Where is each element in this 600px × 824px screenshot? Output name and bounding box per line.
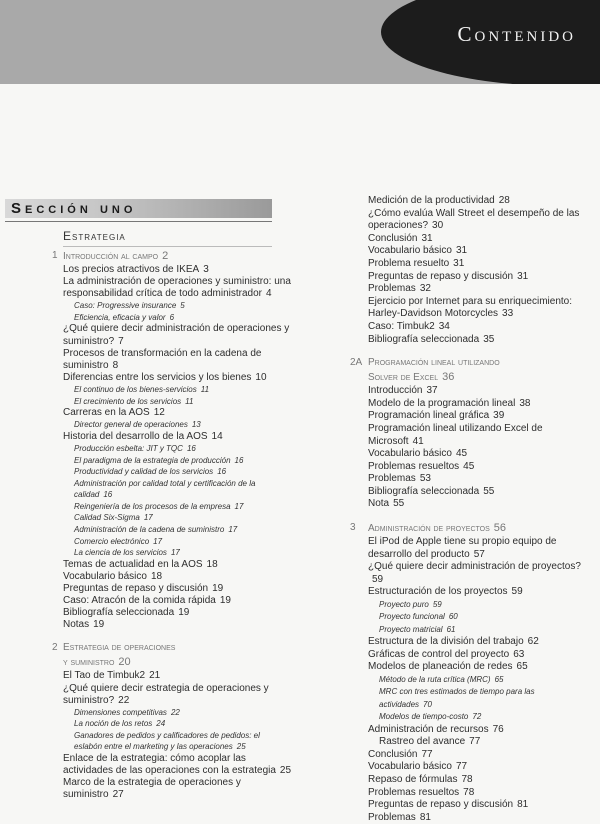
toc-subentry[interactable] [52, 512, 297, 524]
entry-page-number: 11 [200, 384, 210, 394]
entry-text: ¿Qué quiere decir administración de proyectos? [368, 561, 581, 573]
chapter-page-number: 2 [162, 250, 169, 262]
chapter-page-number: 20 [118, 656, 131, 669]
entry-page-number: 62 [527, 636, 539, 648]
chapter-title: Introducción al campo [63, 251, 159, 262]
entry-page-number: 41 [412, 435, 424, 447]
entry-text: Proyecto funcional [379, 612, 445, 622]
entry-text: Programación lineal utilizando Excel de [368, 422, 543, 434]
toc-entry[interactable] [350, 498, 595, 511]
entry-text: Problema resuelto [368, 257, 450, 269]
entry-text: Proyecto matricial [379, 624, 443, 634]
entry-page-number: 13 [191, 420, 201, 430]
entry-text: Modelo de la programación lineal [368, 397, 516, 409]
entry-text: Problemas [368, 473, 416, 485]
toc-entry[interactable] [52, 323, 297, 335]
entry-text: Historia del desarrollo de la AOS [63, 430, 208, 442]
entry-page-number: 37 [426, 385, 438, 397]
entry-text: Modelos de tiempo-costo [379, 712, 469, 722]
toc-entry[interactable] [350, 661, 595, 674]
toc-entry[interactable] [52, 360, 297, 372]
entry-page-number: 17 [143, 513, 153, 523]
toc-subentry[interactable] [52, 455, 297, 467]
toc-subentry[interactable] [52, 536, 297, 548]
toc-entry[interactable] [350, 549, 595, 562]
toc-entry[interactable] [350, 271, 595, 284]
entry-page-number: 76 [492, 723, 504, 735]
entry-page-number: 28 [498, 195, 510, 206]
toc-entry[interactable] [350, 195, 595, 208]
entry-page-number: 21 [149, 670, 161, 682]
section-banner [5, 199, 272, 218]
entry-text: Administración de la cadena de suministro [74, 525, 225, 535]
entry-text: Dimensiones competitivas [74, 707, 167, 717]
entry-text: Ganadores de pedidos y calificadores de pedidos: el [74, 730, 260, 740]
entry-text: Preguntas de repaso y discusión [63, 583, 209, 595]
entry-page-number: 22 [170, 707, 180, 717]
entry-page-number: 81 [517, 799, 529, 811]
toc-entry[interactable] [350, 448, 595, 461]
entry-page-number: 12 [153, 407, 165, 419]
entry-text: Microsoft [368, 435, 409, 447]
toc-subentry[interactable] [52, 707, 297, 719]
entry-text: Bibliografía seleccionada [368, 485, 480, 497]
entry-text: Procesos de transformación en la cadena de [63, 347, 262, 359]
toc-subentry[interactable] [350, 611, 595, 623]
entry-text: Temas de actualidad en la AOS [63, 558, 203, 570]
toc-entry[interactable] [52, 595, 297, 607]
entry-page-number: 19 [178, 607, 190, 619]
entry-text: Modelos de planeación de redes [368, 661, 513, 673]
entry-text: Introducción [368, 385, 423, 397]
entry-page-number: 3 [203, 264, 209, 275]
entry-text: El paradigma de la estrategia de producción [74, 455, 231, 465]
entry-text: Harley-Davidson Motorcycles [368, 308, 499, 320]
entry-page-number: 33 [502, 308, 514, 320]
entry-page-number: 31 [453, 257, 465, 269]
entry-page-number: 19 [93, 619, 105, 631]
toc-entry[interactable] [52, 372, 297, 384]
entry-text: Conclusión [368, 748, 418, 760]
toc-subentry[interactable] [52, 396, 297, 408]
entry-page-number: 59 [511, 586, 523, 598]
toc-entry[interactable] [52, 431, 297, 443]
entry-text: Bibliografía seleccionada [368, 333, 480, 345]
toc-subentry[interactable] [350, 599, 595, 611]
toc-subentry[interactable] [350, 711, 595, 723]
toc-entry[interactable] [350, 233, 595, 246]
entry-text: Conclusión [368, 232, 418, 244]
toc-subentry[interactable] [52, 524, 297, 536]
toc-entry[interactable] [350, 749, 595, 762]
entry-text: suministro? [63, 694, 115, 706]
entry-page-number: 6 [169, 312, 175, 322]
toc-entry[interactable] [350, 423, 595, 436]
toc-chapter-heading[interactable] [350, 521, 595, 536]
entry-text: Caso: Timbuk2 [368, 320, 435, 332]
toc-entry[interactable] [350, 220, 595, 233]
entry-text: operaciones? [368, 220, 429, 232]
toc-entry[interactable] [350, 736, 595, 749]
entry-page-number: 61 [446, 624, 456, 634]
entry-page-number: 24 [156, 719, 166, 729]
entry-page-number: 11 [185, 396, 194, 406]
toc-entry[interactable] [52, 571, 297, 583]
entry-page-number: 70 [423, 699, 432, 709]
entry-page-number: 78 [461, 774, 473, 786]
entry-page-number: 81 [419, 811, 431, 823]
entry-page-number: 31 [421, 232, 433, 244]
toc-entry[interactable] [350, 536, 595, 549]
toc-entry[interactable] [350, 385, 595, 398]
toc-entry[interactable] [52, 619, 297, 631]
entry-text: Nota [368, 498, 390, 510]
toc-subentry[interactable] [52, 384, 297, 396]
toc-subentry[interactable] [52, 489, 297, 501]
entry-page-number: 18 [150, 570, 163, 582]
toc-entry[interactable] [52, 559, 297, 571]
toc-entry[interactable] [52, 765, 297, 777]
entry-text: Comercio electrónico [74, 536, 150, 546]
entry-text: ¿Qué quiere decir administración de operaciones y [63, 323, 290, 335]
entry-text: Vocabulario básico [368, 448, 452, 460]
chapter-number: 2 [52, 642, 58, 654]
entry-text: Problemas resueltos [368, 460, 460, 472]
toc-chapter-heading[interactable] [52, 641, 297, 670]
entry-text: actividades [379, 699, 420, 709]
entry-text: calidad [74, 490, 100, 500]
toc-entry[interactable] [350, 245, 595, 258]
entry-text: Diferencias entre los servicios y los bienes [63, 371, 252, 383]
toc-entry[interactable] [350, 308, 595, 321]
entry-text: El continuo de los bienes-servicios [74, 384, 197, 394]
chapter-number: 3 [350, 522, 356, 534]
entry-text: Marco de la estrategia de operaciones y [63, 777, 241, 789]
entry-page-number: 16 [186, 443, 196, 453]
toc-entry[interactable] [52, 336, 297, 348]
toc-entry[interactable] [52, 789, 297, 801]
toc-subentry[interactable] [52, 466, 297, 478]
toc-subentry[interactable] [52, 312, 297, 324]
entry-text: El iPod de Apple tiene su propio equipo de [368, 536, 557, 548]
entry-page-number: 34 [438, 320, 450, 332]
toc-subentry[interactable] [350, 699, 595, 711]
entry-text: eslabón entre el marketing y las operaciones [74, 742, 233, 752]
toc-subentry[interactable] [52, 547, 297, 559]
toc-entry[interactable] [350, 283, 595, 296]
entry-page-number: 16 [217, 467, 227, 477]
entry-text: Preguntas de repaso y discusión [368, 270, 514, 282]
entry-text: Gráficas de control del proyecto [368, 648, 510, 660]
chapter-title: Estrategia de operaciones [63, 642, 176, 654]
chapter-title-continued: Solver de Excel [368, 372, 439, 384]
entry-text: El crecimiento de los servicios [74, 396, 182, 406]
toc-entry[interactable] [350, 321, 595, 334]
entry-page-number: 4 [266, 288, 272, 300]
toc-entry[interactable] [350, 410, 595, 423]
entry-text: desarrollo del producto [368, 548, 470, 560]
entry-text: Productividad y calidad de los servicios [74, 467, 214, 477]
entry-text: Director general de operaciones [74, 420, 188, 430]
toc-entry[interactable] [350, 398, 595, 411]
toc-subentry[interactable] [52, 718, 297, 730]
toc-entry[interactable] [350, 774, 595, 787]
entry-page-number: 16 [103, 490, 113, 500]
toc-entry[interactable] [52, 607, 297, 619]
entry-text: Eficiencia, eficacia y valor [74, 312, 166, 322]
toc-entry[interactable] [52, 695, 297, 707]
toc-subentry[interactable] [52, 501, 297, 513]
chapter-title: Programación lineal utilizando [368, 357, 500, 369]
toc-subentry[interactable] [52, 443, 297, 455]
entry-text: El Tao de Timbuk2 [63, 670, 146, 682]
toc-chapter-heading[interactable] [350, 356, 595, 385]
entry-text: La administración de operaciones y suministro: una [63, 276, 291, 288]
entry-text: Caso: Progressive insurance [74, 301, 177, 311]
entry-text: Proyecto puro [379, 600, 429, 610]
chapter-page-number: 56 [493, 522, 507, 535]
toc-entry[interactable] [350, 208, 595, 221]
entry-page-number: 22 [118, 694, 130, 706]
entry-text: Ejercicio por Internet para su enriquecimiento: [368, 295, 572, 307]
entry-text: Los precios atractivos de IKEA [63, 264, 200, 275]
entry-page-number: 5 [180, 301, 185, 311]
entry-page-number: 14 [211, 430, 223, 442]
toc-entry[interactable] [350, 258, 595, 271]
entry-page-number: 45 [455, 448, 468, 460]
toc-entry[interactable] [52, 407, 297, 419]
entry-text: ¿Cómo evalúa Wall Street el desempeño de las [368, 207, 580, 219]
entry-page-number: 19 [212, 583, 224, 595]
toc-entry[interactable] [350, 724, 595, 737]
toc-entry[interactable] [350, 761, 595, 774]
toc-entry[interactable] [350, 436, 595, 449]
toc-subentry[interactable] [350, 686, 595, 698]
entry-text: Estructura de la división del trabajo [368, 636, 524, 648]
entry-page-number: 65 [516, 661, 528, 673]
toc-right-column [350, 195, 595, 824]
entry-text: MRC con tres estimados de tiempo para las [379, 687, 535, 697]
toc-entry[interactable] [350, 486, 595, 499]
section-title: Sección uno [11, 200, 137, 217]
entry-text: suministro [63, 789, 109, 801]
entry-text: Repaso de fórmulas [368, 774, 458, 786]
toc-entry[interactable] [52, 777, 297, 789]
entry-page-number: 78 [463, 786, 475, 798]
entry-page-number: 18 [206, 558, 218, 570]
part-title: Estrategia [63, 229, 126, 243]
entry-text: Carreras en la AOS [63, 407, 150, 419]
entry-page-number: 77 [469, 736, 481, 748]
toc-entry[interactable] [52, 264, 297, 276]
entry-page-number: 65 [494, 675, 504, 685]
entry-text: Vocabulario básico [63, 570, 147, 582]
entry-page-number: 45 [463, 460, 475, 472]
entry-page-number: 31 [455, 245, 468, 257]
entry-text: Programación lineal gráfica [368, 410, 490, 422]
entry-text: Administración de recursos [368, 723, 489, 735]
entry-page-number: 60 [448, 612, 458, 622]
entry-text: Calidad Six-Sigma [74, 513, 140, 523]
entry-page-number: 8 [112, 359, 119, 371]
entry-text: Vocabulario básico [368, 245, 452, 257]
toc-entry[interactable] [350, 296, 595, 309]
entry-text: Problemas [368, 283, 416, 295]
entry-page-number: 38 [519, 397, 531, 409]
entry-page-number: 17 [234, 501, 244, 511]
entry-page-number: 17 [170, 548, 180, 558]
toc-entry[interactable] [350, 473, 595, 486]
entry-page-number: 53 [419, 473, 431, 485]
toc-subentry[interactable] [52, 730, 297, 742]
toc-entry[interactable] [52, 583, 297, 595]
toc-subentry[interactable] [52, 741, 297, 753]
toc-subentry[interactable] [52, 300, 297, 312]
entry-text: Problemas resueltos [368, 786, 460, 798]
entry-page-number: 30 [432, 220, 444, 232]
toc-entry[interactable] [52, 276, 297, 288]
toc-entry[interactable] [52, 288, 297, 300]
entry-text: Preguntas de repaso y discusión [368, 799, 514, 811]
entry-page-number: 7 [118, 335, 124, 347]
toc-entry[interactable] [350, 334, 595, 347]
entry-text: La noción de los retos [74, 719, 153, 729]
chapter-page-number: 36 [442, 371, 455, 384]
chapter-number: 2A [350, 357, 363, 369]
entry-text: Producción esbelta: JIT y TQC [74, 443, 183, 453]
page-title: Contenido [457, 22, 576, 46]
entry-text: Caso: Atracón de la comida rápida [63, 595, 216, 607]
chapter-title-continued: y suministro [63, 657, 115, 669]
toc-entry[interactable] [350, 461, 595, 474]
entry-text: Problemas [368, 811, 416, 823]
entry-text: suministro? [63, 335, 115, 347]
entry-text: ¿Qué quiere decir estrategia de operaciones y [63, 682, 269, 694]
toc-subentry[interactable] [350, 674, 595, 686]
chapter-number: 1 [52, 250, 58, 261]
entry-page-number: 17 [228, 525, 238, 535]
entry-page-number: 17 [153, 536, 163, 546]
entry-text: suministro [63, 359, 109, 371]
entry-page-number: 57 [473, 548, 485, 560]
entry-text: Método de la ruta crítica (MRC) [379, 675, 491, 685]
entry-page-number: 16 [234, 455, 244, 465]
entry-page-number: 59 [432, 600, 442, 610]
toc-entry[interactable] [52, 670, 297, 682]
entry-text: Reingeniería de los procesos de la empresa [74, 501, 231, 511]
entry-page-number: 72 [472, 712, 482, 722]
toc-subentry[interactable] [350, 624, 595, 636]
toc-entry[interactable] [350, 787, 595, 800]
chapter-title: Administración de proyectos [368, 523, 490, 535]
toc-entry[interactable] [350, 812, 595, 824]
toc-entry[interactable] [52, 683, 297, 695]
entry-text: Bibliografía seleccionada [63, 607, 175, 619]
entry-text: La ciencia de los servicios [74, 548, 167, 558]
entry-page-number: 55 [393, 498, 405, 510]
entry-page-number: 10 [255, 371, 267, 383]
toc-subentry[interactable] [52, 419, 297, 431]
entry-page-number: 55 [483, 485, 495, 497]
toc-entry[interactable] [350, 561, 595, 586]
entry-page-number: 32 [419, 283, 431, 295]
entry-text: actividades de las operaciones con la estrategia [63, 765, 276, 777]
entry-page-number: 63 [513, 648, 525, 660]
section-divider [5, 221, 272, 222]
entry-text: Notas [63, 619, 90, 631]
toc-chapter-heading[interactable] [52, 249, 297, 264]
entry-page-number: 77 [421, 748, 433, 760]
entry-page-number: 25 [279, 765, 292, 777]
entry-page-number: 39 [493, 410, 505, 422]
entry-page-number: 77 [455, 761, 468, 773]
toc-entry[interactable] [350, 636, 595, 649]
toc-entry[interactable] [350, 649, 595, 662]
entry-page-number: 31 [517, 270, 529, 282]
toc-entry[interactable] [350, 799, 595, 812]
entry-page-number: 35 [483, 333, 495, 345]
entry-page-number: 27 [112, 789, 124, 801]
page-header [0, 0, 600, 84]
toc-entry[interactable] [52, 753, 297, 765]
entry-text: responsabilidad crítica de todo administrador [63, 288, 262, 300]
toc-entry[interactable] [350, 586, 595, 599]
entry-page-number: 25 [236, 742, 246, 752]
entry-text: Administración por calidad total y certificación de la [74, 478, 256, 488]
toc-entry[interactable] [52, 348, 297, 360]
entry-text: Estructuración de los proyectos [368, 586, 508, 598]
entry-page-number: 19 [219, 595, 231, 607]
toc-subentry[interactable] [52, 478, 297, 490]
entry-text: Enlace de la estrategia: cómo acoplar las [63, 753, 246, 765]
entry-page-number: 59 [372, 573, 384, 585]
entry-text: Medición de la productividad [368, 195, 495, 206]
entry-text: Rastreo del avance [379, 736, 466, 748]
entry-text: Vocabulario básico [368, 761, 452, 773]
toc-left-column [52, 249, 297, 801]
part-divider [63, 246, 272, 247]
